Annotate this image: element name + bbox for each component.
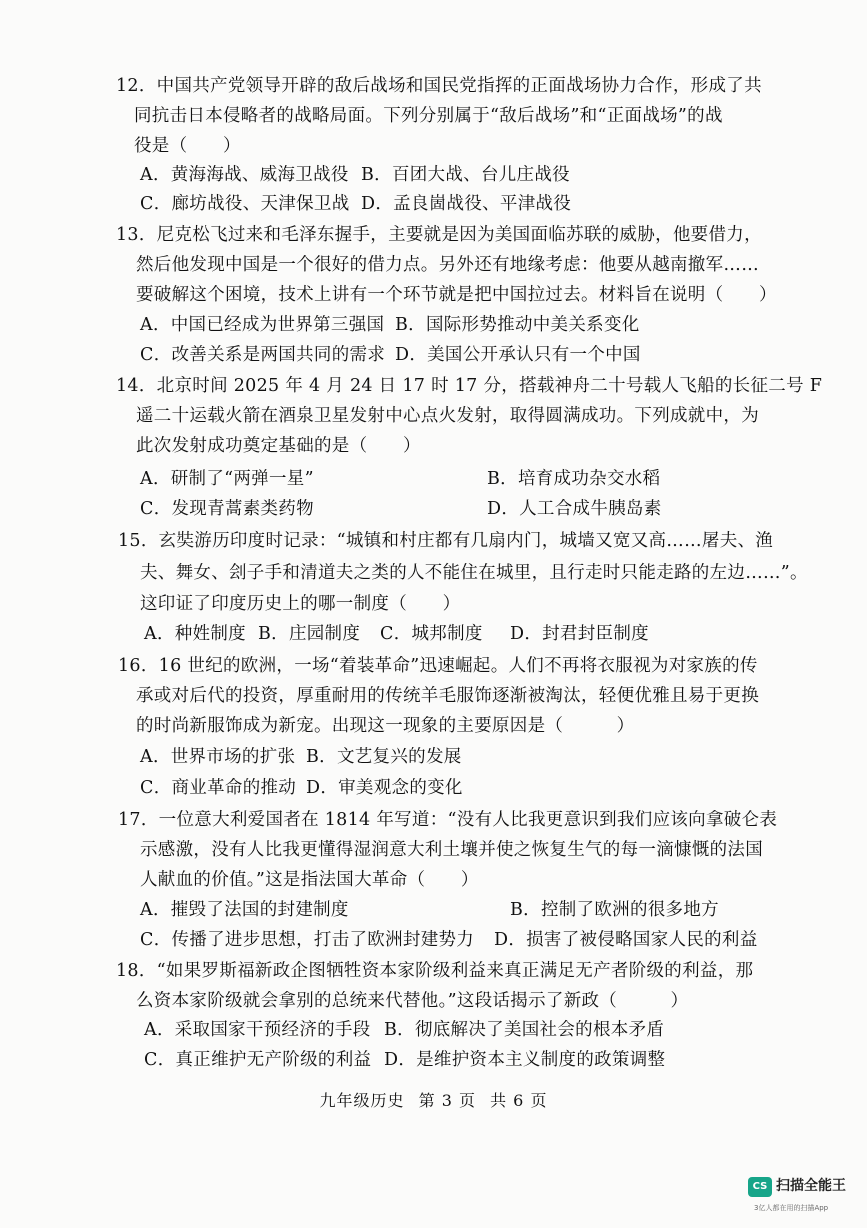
option-c: C．发现青蒿素类药物: [140, 499, 314, 519]
question-stem-line: 13．尼克松飞过来和毛泽东握手，主要就是因为美国面临苏联的威胁，他要借力，: [116, 225, 762, 245]
option-a: A．采取国家干预经济的手段: [144, 1020, 371, 1040]
question-stem-line: 17．一位意大利爱国者在 1814 年写道：“没有人比我更意识到我们应该向拿破仑表: [118, 810, 778, 830]
option-d: D．孟良崮战役、平津战役: [361, 194, 572, 214]
option-c: C．城邦制度: [380, 624, 483, 644]
question-stem-line: 14．北京时间 2025 年 4 月 24 日 17 时 17 分，搭载神舟二十号载人飞船的长征二号 F: [116, 376, 823, 396]
question-stem-line: 遥二十运载火箭在酒泉卫星发射中心点火发射，取得圆满成功。下列成就中，为: [136, 406, 759, 426]
question-stem-line: 15．玄奘游历印度时记录：“城镇和村庄都有几扇内门，城墙又宽又高……屠夫、渔: [118, 531, 774, 551]
camscanner-logo-icon: CS: [748, 1177, 772, 1197]
page-footer: [0, 1090, 867, 1112]
option-c: C．真正维护无产阶级的利益: [144, 1050, 372, 1070]
question-stem-line: 这印证了印度历史上的哪一制度（ ）: [140, 594, 461, 614]
option-c: C．廊坊战役、天津保卫战: [140, 194, 350, 214]
footer-subject: 九年级历史: [319, 1091, 405, 1110]
question-stem-line: 夫、舞女、刽子手和清道夫之类的人不能住在城里，且行走时只能走路的左边……”。: [140, 563, 808, 583]
question-stem-line: 12．中国共产党领导开辟的敌后战场和国民党指挥的正面战场协力合作，形成了共: [116, 76, 762, 96]
question-stem-line: 人献血的价值。”这是指法国大革命（ ）: [140, 870, 479, 890]
question-stem-line: 要破解这个困境，技术上讲有一个环节就是把中国拉过去。材料旨在说明（ ）: [136, 285, 777, 305]
question-stem-line: 么资本家阶级就会拿别的总统来代替他。”这段话揭示了新政（ ）: [136, 991, 689, 1011]
question-stem-line: 示感激，没有人比我更懂得湿润意大利土壤并使之恢复生气的每一滴慷慨的法国: [140, 840, 763, 860]
option-a: A．种姓制度: [144, 624, 246, 644]
footer-total: 共 6 页: [490, 1091, 548, 1110]
watermark-name: 扫描全能王: [776, 1178, 846, 1194]
option-b: B．国际形势推动中美关系变化: [395, 315, 640, 335]
option-d: D．损害了被侵略国家人民的利益: [494, 930, 758, 950]
option-a: A．研制了“两弹一星”: [140, 469, 314, 489]
question-stem-line: 役是（ ）: [134, 136, 241, 156]
option-b: B．庄园制度: [258, 624, 361, 644]
question-stem-line: 然后他发现中国是一个很好的借力点。另外还有地缘考虑：他要从越南撤军……: [136, 255, 759, 275]
option-b: B．培育成功杂交水稻: [487, 469, 661, 489]
question-stem-line: 16．16 世纪的欧洲，一场“着装革命”迅速崛起。人们不再将衣服视为对家族的传: [118, 656, 758, 676]
option-b: B．百团大战、台儿庄战役: [361, 165, 570, 185]
option-a: A．黄海海战、威海卫战役: [140, 165, 349, 185]
option-d: D．人工合成牛胰岛素: [487, 499, 662, 519]
option-d: D．是维护资本主义制度的政策调整: [384, 1050, 666, 1070]
option-a: A．摧毁了法国的封建制度: [140, 900, 349, 920]
option-c: C．传播了进步思想，打击了欧洲封建势力: [140, 930, 475, 950]
option-b: B．文艺复兴的发展: [306, 747, 462, 767]
footer-page: 第 3 页: [418, 1091, 476, 1110]
option-c: C．商业革命的推动: [140, 778, 297, 798]
option-d: D．审美观念的变化: [306, 778, 463, 798]
question-stem-line: 的时尚新服饰成为新宠。出现这一现象的主要原因是（ ）: [136, 716, 635, 736]
scanner-watermark: [748, 1174, 858, 1222]
option-c: C．改善关系是两国共同的需求: [140, 345, 386, 365]
option-a: A．中国已经成为世界第三强国: [140, 315, 385, 335]
option-a: A．世界市场的扩张: [140, 747, 296, 767]
watermark-tagline: 3亿人都在用的扫描App: [754, 1204, 829, 1212]
option-d: D．美国公开承认只有一个中国: [395, 345, 641, 365]
question-stem-line: 承或对后代的投资，厚重耐用的传统羊毛服饰逐渐被淘汰，轻便优雅且易于更换: [136, 686, 759, 706]
question-stem-line: 此次发射成功奠定基础的是（ ）: [136, 436, 421, 456]
option-b: B．彻底解决了美国社会的根本矛盾: [384, 1020, 665, 1040]
option-d: D．封君封臣制度: [510, 624, 649, 644]
question-stem-line: 18．“如果罗斯福新政企图牺牲资本家阶级利益来真正满足无产者阶级的利益，那: [116, 961, 754, 981]
option-b: B．控制了欧洲的很多地方: [510, 900, 719, 920]
question-stem-line: 同抗击日本侵略者的战略局面。下列分别属于“敌后战场”和“正面战场”的战: [134, 106, 723, 126]
